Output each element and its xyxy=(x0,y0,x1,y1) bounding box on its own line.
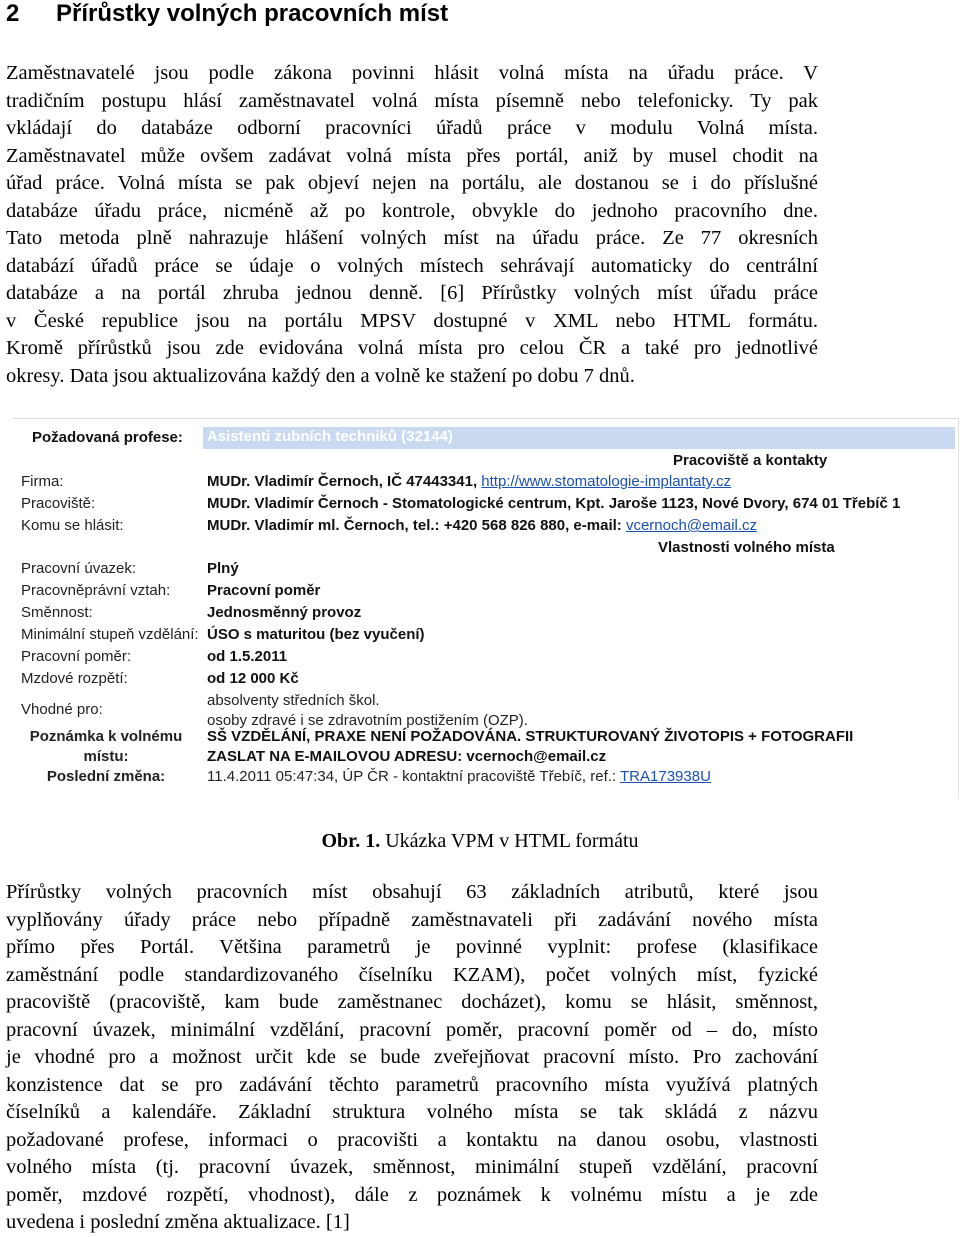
paragraph-line: uvedena i poslední změna aktualizace. [1] xyxy=(6,1211,350,1233)
firm-website-link[interactable]: http://www.stomatologie-implantaty.cz xyxy=(481,473,732,490)
paragraph-line: číselníků a kalendáře. Základní struktura volného místa se tak skládá z názvu xyxy=(6,1101,818,1123)
paragraph-attributes xyxy=(6,879,818,1237)
load-value: Plný xyxy=(207,560,239,577)
shift-value: Jednosměnný provoz xyxy=(207,604,362,621)
paragraph-line: přímo přes Portál. Většina parametrů je povinné vyplnit: profese (klasifikace xyxy=(6,936,818,958)
firm-label: Firma: xyxy=(21,473,64,490)
paragraph-line: Kromě přírůstků jsou zde evidována volná místa pro celou ČR a také pro jednotlivé xyxy=(6,337,818,359)
vacancy-screenshot-figure xyxy=(13,418,959,799)
paragraph-line: vkládají do databáze odborní pracovníci úřadů práce v modulu Volná místa. xyxy=(6,117,818,139)
suitable-value-1: absolventy středních škol. xyxy=(207,692,380,709)
relation-label: Pracovněprávní vztah: xyxy=(21,582,171,599)
paragraph-line: pracoviště (pracoviště, kam bude zaměstnanec docházet), komu se hlásit, směnnost, xyxy=(6,991,818,1013)
reference-link[interactable]: TRA173938U xyxy=(620,768,711,785)
paragraph-line: vyplňovány úřady práce nebo případně zaměstnavateli při zadávání nového místa xyxy=(6,908,818,931)
workplace-section-title: Pracoviště a kontakty xyxy=(673,452,828,469)
paragraph-line: tradičním postupu hlásí zaměstnavatel volná místa písemně nebo telefonicky. Ty pak xyxy=(6,89,818,112)
workplace-label: Pracoviště: xyxy=(21,495,96,512)
start-date-label: Pracovní poměr: xyxy=(21,648,132,665)
paragraph-line: Přírůstky volných pracovních míst obsahují 63 základních atributů, které jsou xyxy=(6,881,818,903)
firm-value xyxy=(207,472,731,492)
paragraph-line: požadované profese, informaci o pracovišti a kontaktu na danou osobu, vlastnosti xyxy=(6,1128,818,1151)
salary-label: Mzdové rozpětí: xyxy=(21,670,128,687)
paragraph-line: Zaměstnavatel může ovšem zadávat volná místa přes portál, aniž by musel chodit na xyxy=(6,144,818,167)
load-label: Pracovní úvazek: xyxy=(21,560,137,577)
suitable-value-2: osoby zdravé i se zdravotním postižením (OZP). xyxy=(207,712,528,729)
paragraph-line: databází úřadů práce se údaje o volných místech sehrávají automaticky do centrální xyxy=(6,254,818,277)
last-change-text: 11.4.2011 05:47:34, ÚP ČR - kontaktní pracoviště Třebíč, ref.: xyxy=(207,768,617,785)
paragraph-line: zaměstnání podle standardizovaného číselníku KZAM), počet volných míst, fyzické xyxy=(6,963,818,986)
caption-prefix: Obr. 1. xyxy=(321,830,381,852)
section-heading xyxy=(6,0,946,28)
paragraph-line: volného místa (tj. pracovní úvazek, směnnost, minimální stupeň vzdělání, pracovní xyxy=(6,1156,818,1178)
relation-value: Pracovní poměr xyxy=(207,582,321,599)
note-value-2: ZASLAT NA E-MAILOVOU ADRESU: vcernoch@email.cz xyxy=(207,748,607,765)
note-value-1: SŠ VZDĚLÁNÍ, PRAXE NENÍ POŽADOVÁNA. STRUKTUROVANÝ ŽIVOTOPIS + FOTOGRAFII xyxy=(207,728,854,745)
start-date-value: od 1.5.2011 xyxy=(207,648,288,665)
paragraph-line: Zaměstnavatelé jsou podle zákona povinni hlásit volná místa na úřadu práce. V xyxy=(6,62,818,84)
paragraph-line: okresy. Data jsou aktualizována každý den a volně ke stažení po dobu 7 dnů. xyxy=(6,364,635,387)
caption-text: Ukázka VPM v HTML formátu xyxy=(380,830,639,852)
firm-name: MUDr. Vladimír Černoch, IČ 47443341, xyxy=(207,473,478,490)
contact-phone: tel.: +420 568 826 880, e-mail: xyxy=(408,517,622,534)
paragraph-line: úřad práce. Volná místa se pak objeví nejen na portálu, ale dostanou se i do příslušné xyxy=(6,172,818,194)
note-label-2: místu: xyxy=(83,748,129,765)
section-title: Přírůstky volných pracovních míst xyxy=(56,0,449,27)
workplace-value: MUDr. Vladimír Černoch - Stomatologické centrum, Kpt. Jaroše 1123, Nové Dvory, 674 01 Třebíč 1 xyxy=(207,495,901,512)
contact-value xyxy=(207,516,757,536)
profession-header-bar xyxy=(203,427,955,449)
properties-section-title: Vlastnosti volného místa xyxy=(658,539,835,556)
section-number: 2 xyxy=(6,0,20,27)
education-value: ÚSO s maturitou (bez vyučení) xyxy=(207,626,425,643)
shift-label: Směnnost: xyxy=(21,604,93,621)
last-change-value xyxy=(207,767,711,787)
paragraph-line: databáze a na portál zhruba jednou denně. [6] Přírůstky volných míst úřadu práce xyxy=(6,282,818,304)
paragraph-line: Tato metoda plně nahrazuje hlášení volných míst na úřadu práce. Ze 77 okresních xyxy=(6,227,818,249)
note-label-1: Poznámka k volnému xyxy=(29,728,183,745)
profession-value: Asistenti zubních techniků (32144) xyxy=(207,428,453,445)
profession-label: Požadovaná profese: xyxy=(32,429,183,446)
paragraph-line: pracovní úvazek, minimální vzdělání, pracovní poměr, pracovní poměr od – do, místo xyxy=(6,1018,818,1041)
paragraph-line: v České republice jsou na portálu MPSV dostupné v XML nebo HTML formátu. xyxy=(6,309,818,332)
education-label: Minimální stupeň vzdělání: xyxy=(21,626,199,643)
paragraph-line: konzistence dat se pro zadávání těchto parametrů pracovního místa využívá platných xyxy=(6,1073,818,1096)
paragraph-line: poměr, mzdové rozpětí, vhodnost), dále z poznámek k volnému místu a je zde xyxy=(6,1183,818,1206)
contact-email-link[interactable]: vcernoch@email.cz xyxy=(625,517,758,534)
contact-label: Komu se hlásit: xyxy=(21,517,124,534)
suitable-label: Vhodné pro: xyxy=(21,701,103,718)
figure-caption xyxy=(0,829,960,853)
paragraph-intro xyxy=(6,60,818,390)
paragraph-line: je vhodné pro a možnost určit kde se bude zveřejňovat pracovní místo. Pro zachování xyxy=(6,1046,818,1068)
contact-name: MUDr. Vladimír ml. Černoch, xyxy=(207,517,409,534)
last-change-label: Poslední změna: xyxy=(46,768,166,785)
paragraph-line: databáze úřadu práce, nicméně až po kontrole, obvykle do jednoho pracovního dne. xyxy=(6,199,818,222)
salary-value: od 12 000 Kč xyxy=(207,670,299,687)
